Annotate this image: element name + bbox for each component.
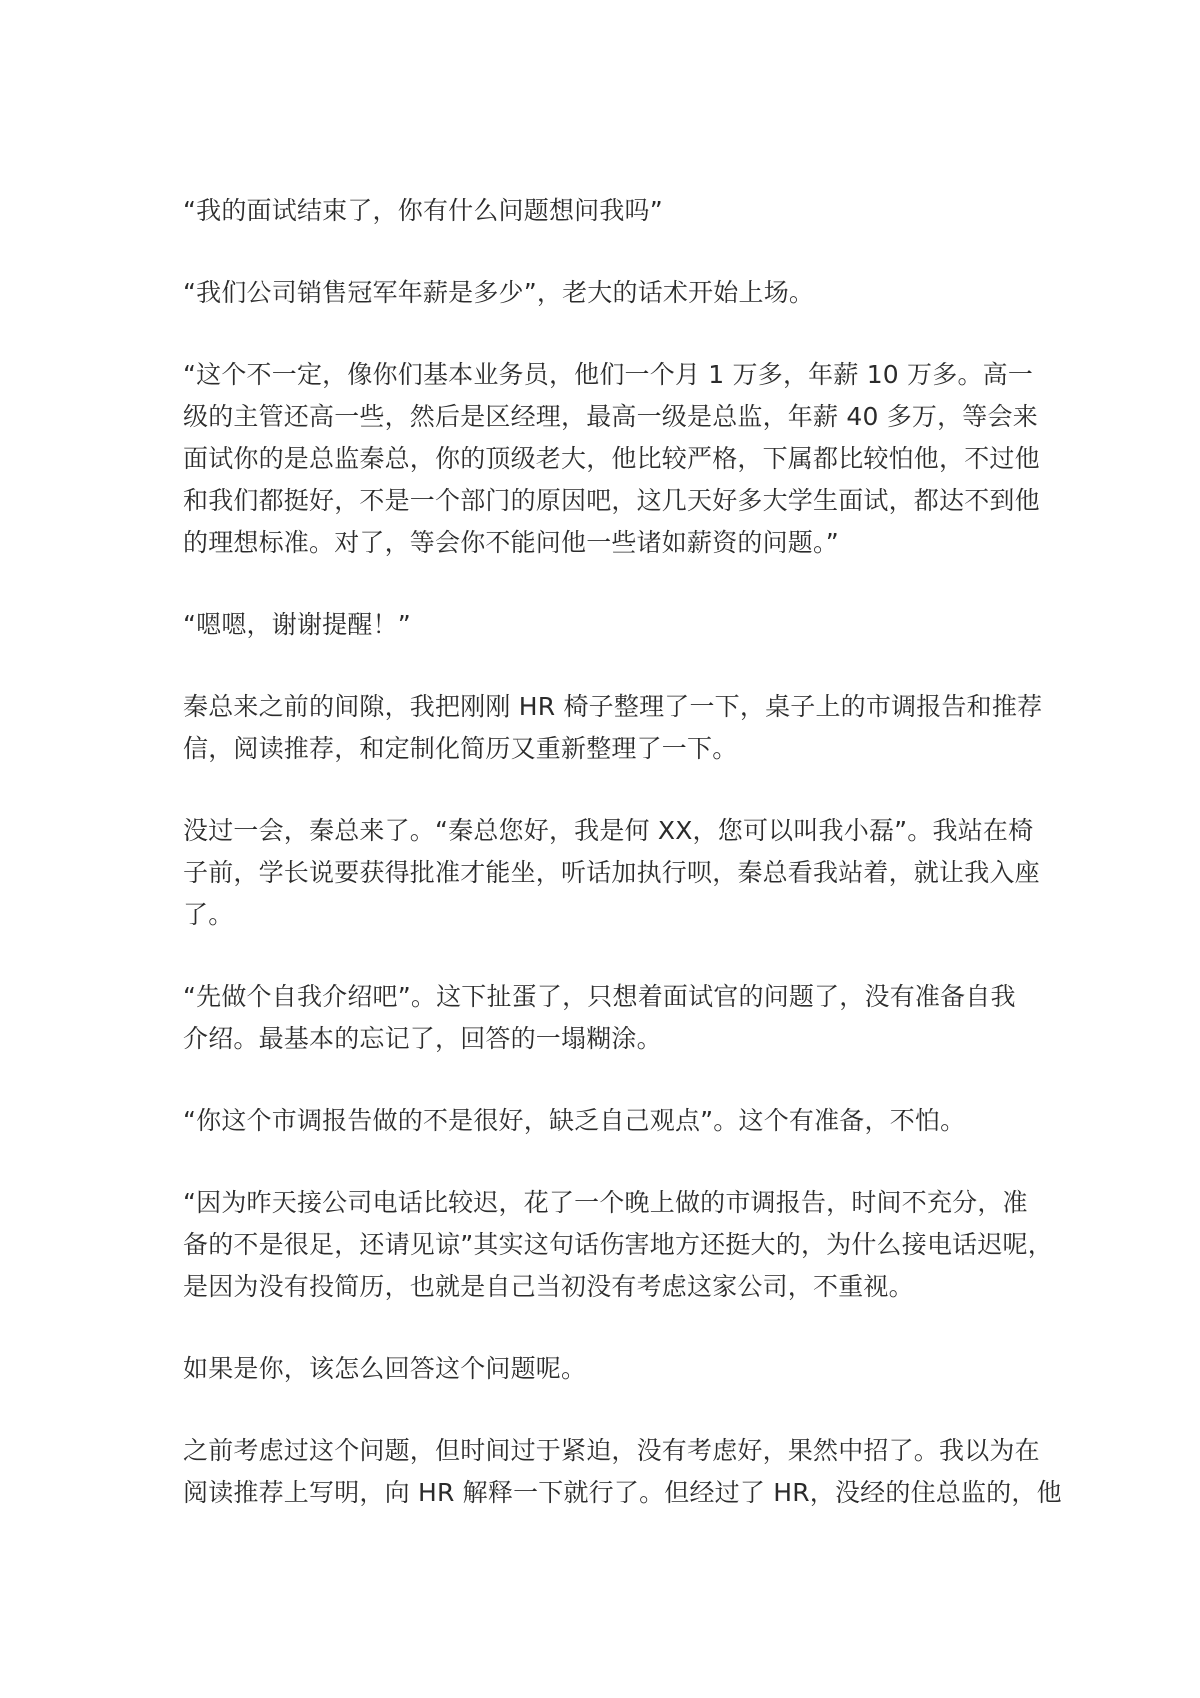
text-line: 的理想标准。对了，等会你不能问他一些诸如薪资的问题。”: [183, 528, 839, 557]
text-line: “先做个自我介绍吧”。这下扯蛋了，只想着面试官的问题了，没有准备自我: [183, 982, 1016, 1011]
text-line: 面试你的是总监秦总，你的顶级老大，他比较严格，下属都比较怕他，不过他: [183, 444, 1040, 473]
text-line: 介绍。最基本的忘记了，回答的一塌糊涂。: [183, 1024, 662, 1053]
text-line: 和我们都挺好，不是一个部门的原因吧，这几天好多大学生面试，都达不到他: [183, 486, 1040, 515]
text-line: 之前考虑过这个问题，但时间过于紧迫，没有考虑好，果然中招了。我以为在: [183, 1436, 1040, 1465]
text-line: 阅读推荐上写明，向 HR 解释一下就行了。但经过了 HR，没经的住总监的，他: [183, 1478, 1062, 1507]
article-body: [183, 190, 1062, 1554]
text-line: 子前，学长说要获得批准才能坐，听话加执行呗，秦总看我站着，就让我入座: [183, 858, 1040, 887]
paragraph-2: [183, 272, 1023, 314]
paragraph-3: [183, 354, 1040, 564]
paragraph-5: [183, 686, 1043, 770]
paragraph-1: [183, 190, 1023, 232]
text-line: “这个不一定，像你们基本业务员，他们一个月 1 万多，年薪 10 万多。高一: [183, 360, 1034, 389]
text-line: “你这个市调报告做的不是很好，缺乏自己观点”。这个有准备，不怕。: [183, 1106, 966, 1135]
text-line: “因为昨天接公司电话比较迟，花了一个晚上做的市调报告，时间不充分，准: [183, 1188, 1028, 1217]
text-line: 如果是你，该怎么回答这个问题呢。: [183, 1354, 587, 1383]
paragraph-8: [183, 1100, 1023, 1142]
paragraph-9: [183, 1182, 1053, 1308]
text-line: 没过一会，秦总来了。“秦总您好，我是何 XX，您可以叫我小磊”。我站在椅: [183, 816, 1034, 845]
paragraph-7: [183, 976, 1023, 1060]
text-line: 了。: [183, 900, 234, 929]
text-line: “我们公司销售冠军年薪是多少”，老大的话术开始上场。: [183, 278, 815, 307]
text-line: 备的不是很足，还请见谅”其实这句话伤害地方还挺大的，为什么接电话迟呢，: [183, 1230, 1053, 1259]
text-line: “嗯嗯，谢谢提醒！”: [183, 610, 411, 639]
text-line: 是因为没有投简历，也就是自己当初没有考虑这家公司，不重视。: [183, 1272, 914, 1301]
text-line: “我的面试结束了，你有什么问题想问我吗”: [183, 196, 663, 225]
paragraph-6: [183, 810, 1040, 936]
text-line: 信，阅读推荐，和定制化简历又重新整理了一下。: [183, 734, 738, 763]
paragraph-10: [183, 1348, 1023, 1390]
text-line: 级的主管还高一些，然后是区经理，最高一级是总监，年薪 40 多万，等会来: [183, 402, 1038, 431]
paragraph-11: [183, 1430, 1062, 1514]
text-line: 秦总来之前的间隙，我把刚刚 HR 椅子整理了一下，桌子上的市调报告和推荐: [183, 692, 1043, 721]
paragraph-4: [183, 604, 1023, 646]
